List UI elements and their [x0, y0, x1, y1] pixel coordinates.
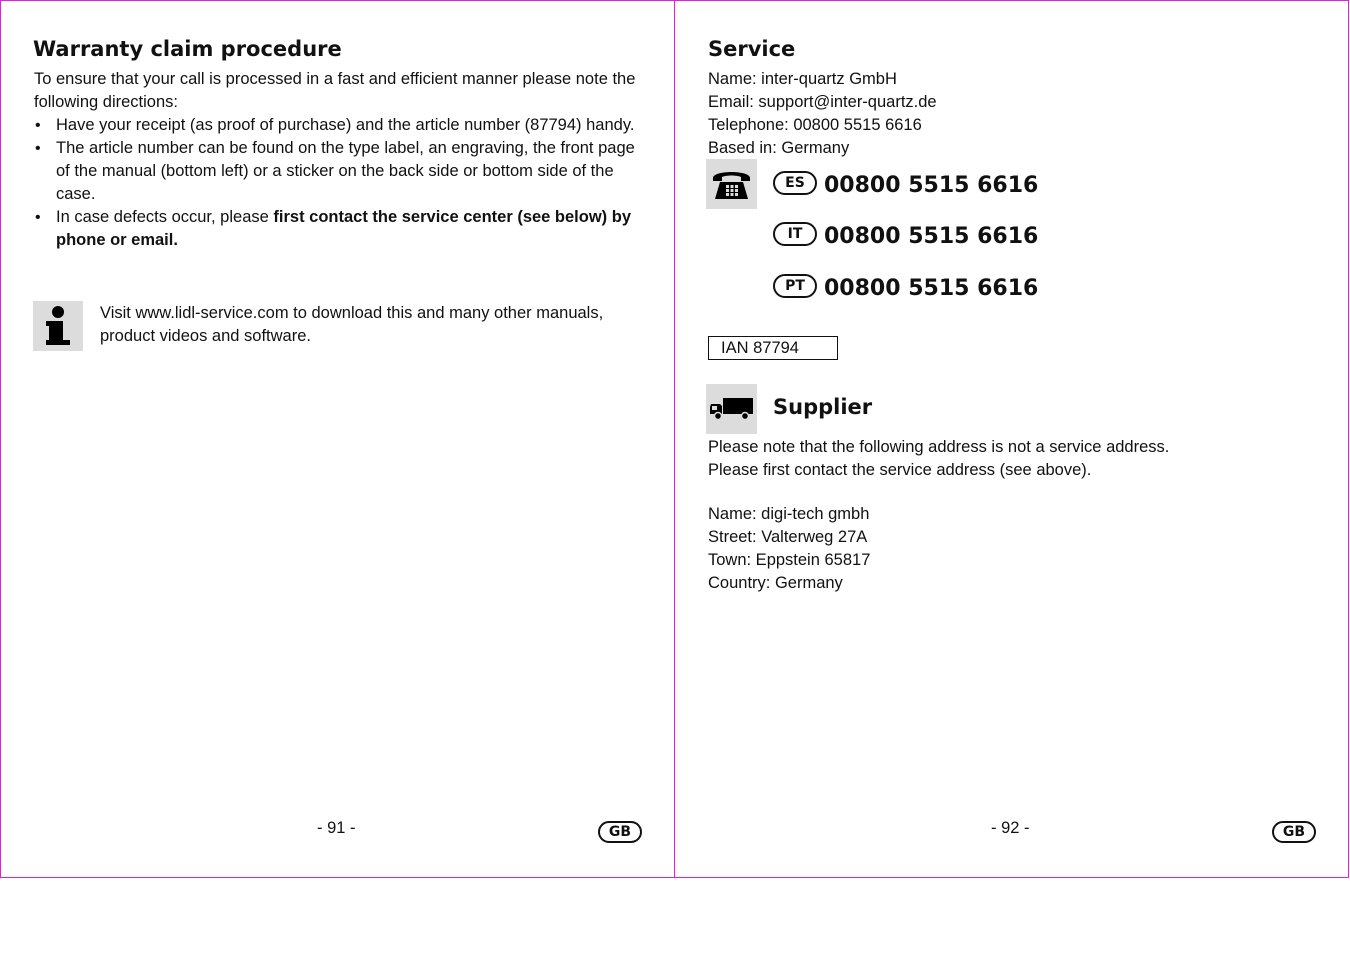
service-based: Based in: Germany: [708, 139, 850, 157]
service-name: Name: inter-quartz GmbH: [708, 70, 897, 88]
service-telephone: Telephone: 00800 5515 6616: [708, 116, 922, 134]
hotline-number: 00800 5515 6616: [824, 173, 1039, 198]
list-item: • In case defects occur, please first contact the service center (see below) by phone or email.: [34, 206, 639, 252]
service-details: [708, 68, 1308, 160]
info-note: Visit www.lidl-service.com to download this and many other manuals, product videos and software.: [100, 304, 604, 345]
country-code-badge: IT: [773, 222, 817, 246]
page-92: [674, 0, 1349, 878]
country-code-badge: ES: [773, 171, 817, 195]
hotline-number: 00800 5515 6616: [824, 276, 1039, 301]
supplier-address: [708, 503, 1328, 595]
supplier-title: Supplier: [773, 395, 873, 419]
telephone-icon: [706, 159, 757, 209]
warranty-intro: To ensure that your call is processed in a fast and efficient manner please note the following directions:: [34, 70, 636, 111]
list-item: • Have your receipt (as proof of purchase) and the article number (87794) handy.: [34, 114, 639, 137]
ian-box: IAN 87794: [708, 336, 838, 360]
service-title: Service: [708, 37, 796, 61]
supplier-note: Please note that the following address is not a service address. Please first contact the service address (see above).: [708, 438, 1170, 479]
page-number: - 91 -: [317, 819, 356, 837]
truck-icon: [706, 384, 757, 434]
emphasis-text: first contact the service center (see below) by phone or email.: [56, 208, 632, 249]
warranty-directions-list: [34, 114, 639, 252]
supplier-town: Town: Eppstein 65817: [708, 551, 871, 569]
supplier-name: Name: digi-tech gmbh: [708, 505, 870, 523]
country-badge: GB: [1272, 821, 1316, 843]
info-icon: [33, 301, 83, 351]
service-email: Email: support@inter-quartz.de: [708, 93, 937, 111]
warranty-claim-title: Warranty claim procedure: [33, 37, 342, 61]
supplier-street: Street: Valterweg 27A: [708, 528, 868, 546]
country-code-badge: PT: [773, 274, 817, 298]
hotline-number: 00800 5515 6616: [824, 224, 1039, 249]
page-91: [0, 0, 675, 878]
supplier-country: Country: Germany: [708, 574, 843, 592]
country-badge: GB: [598, 821, 642, 843]
list-item: • The article number can be found on the type label, an engraving, the front page of the manual (bottom left) or a sticker on the back side or bottom side of the case.: [34, 137, 639, 206]
page-number: - 92 -: [991, 819, 1030, 837]
